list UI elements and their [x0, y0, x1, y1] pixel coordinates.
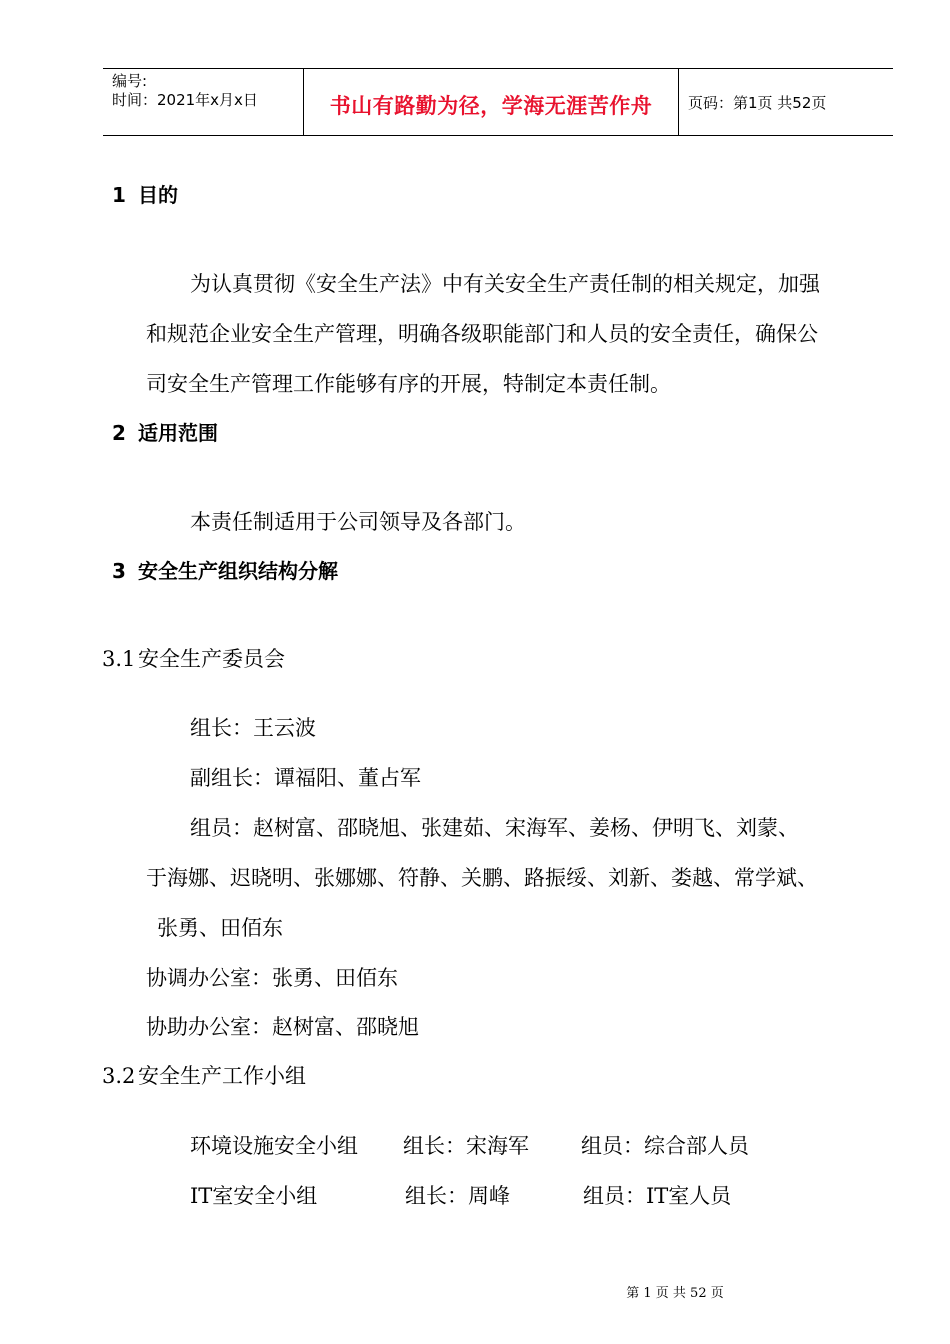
- motto: 书山有路勤为径，学海无涯苦作舟: [329, 94, 653, 118]
- number-label: 编号:: [112, 72, 148, 90]
- header-left-cell: [103, 69, 304, 135]
- paragraph-line: 本责任制适用于公司领导及各部门。: [190, 510, 526, 534]
- paragraph-line: 为认真贯彻《安全生产法》中有关安全生产责任制的相关规定，加强: [190, 272, 820, 296]
- header-center-cell: [304, 69, 679, 135]
- section-1-heading: [112, 182, 178, 208]
- section-title: 安全生产组织结构分解: [138, 559, 338, 583]
- committee-members-line: 组员：赵树富、邵晓旭、张建茹、宋海军、姜杨、伊明飞、刘蒙、: [190, 816, 799, 840]
- subsection-3-1-heading: [102, 646, 285, 672]
- page-header: [103, 68, 893, 136]
- group-name: 环境设施安全小组: [190, 1134, 358, 1158]
- committee-members-line: 张勇、田佰东: [157, 916, 283, 940]
- section-number: 1: [112, 183, 126, 207]
- subsection-number: 3.2: [102, 1064, 136, 1088]
- paragraph-line: 和规范企业安全生产管理，明确各级职能部门和人员的安全责任，确保公: [146, 322, 818, 346]
- committee-leader: 组长：王云波: [190, 716, 316, 740]
- subsection-3-2-heading: [102, 1063, 306, 1089]
- section-2-heading: [112, 420, 218, 446]
- committee-deputy: 副组长：谭福阳、董占军: [190, 766, 421, 790]
- paragraph-line: 司安全生产管理工作能够有序的开展，特制定本责任制。: [146, 372, 671, 396]
- group-leader: 组长：宋海军: [403, 1134, 529, 1158]
- header-right-cell: [679, 69, 893, 135]
- page-footer: 第 1 页 共 52 页: [626, 1286, 724, 1301]
- group-members: 组员：IT室人员: [583, 1184, 732, 1208]
- subsection-title: 安全生产委员会: [138, 647, 285, 671]
- subsection-title: 安全生产工作小组: [138, 1064, 306, 1088]
- coordination-office: 协调办公室：张勇、田佰东: [146, 966, 398, 990]
- group-name: IT室安全小组: [190, 1184, 318, 1208]
- group-leader: 组长：周峰: [405, 1184, 510, 1208]
- assistance-office: 协助办公室：赵树富、邵晓旭: [146, 1015, 419, 1039]
- group-members: 组员：综合部人员: [581, 1134, 749, 1158]
- page-indicator: 页码：第1页 共52页: [688, 94, 827, 112]
- time-label: 时间：2021年x月x日: [112, 91, 258, 109]
- section-title: 适用范围: [138, 421, 218, 445]
- committee-members-line: 于海娜、迟晓明、张娜娜、符静、关鹏、路振绥、刘新、娄越、常学斌、: [146, 866, 818, 890]
- section-number: 3: [112, 559, 126, 583]
- section-number: 2: [112, 421, 126, 445]
- subsection-number: 3.1: [102, 647, 136, 671]
- section-title: 目的: [138, 183, 178, 207]
- section-3-heading: [112, 558, 338, 584]
